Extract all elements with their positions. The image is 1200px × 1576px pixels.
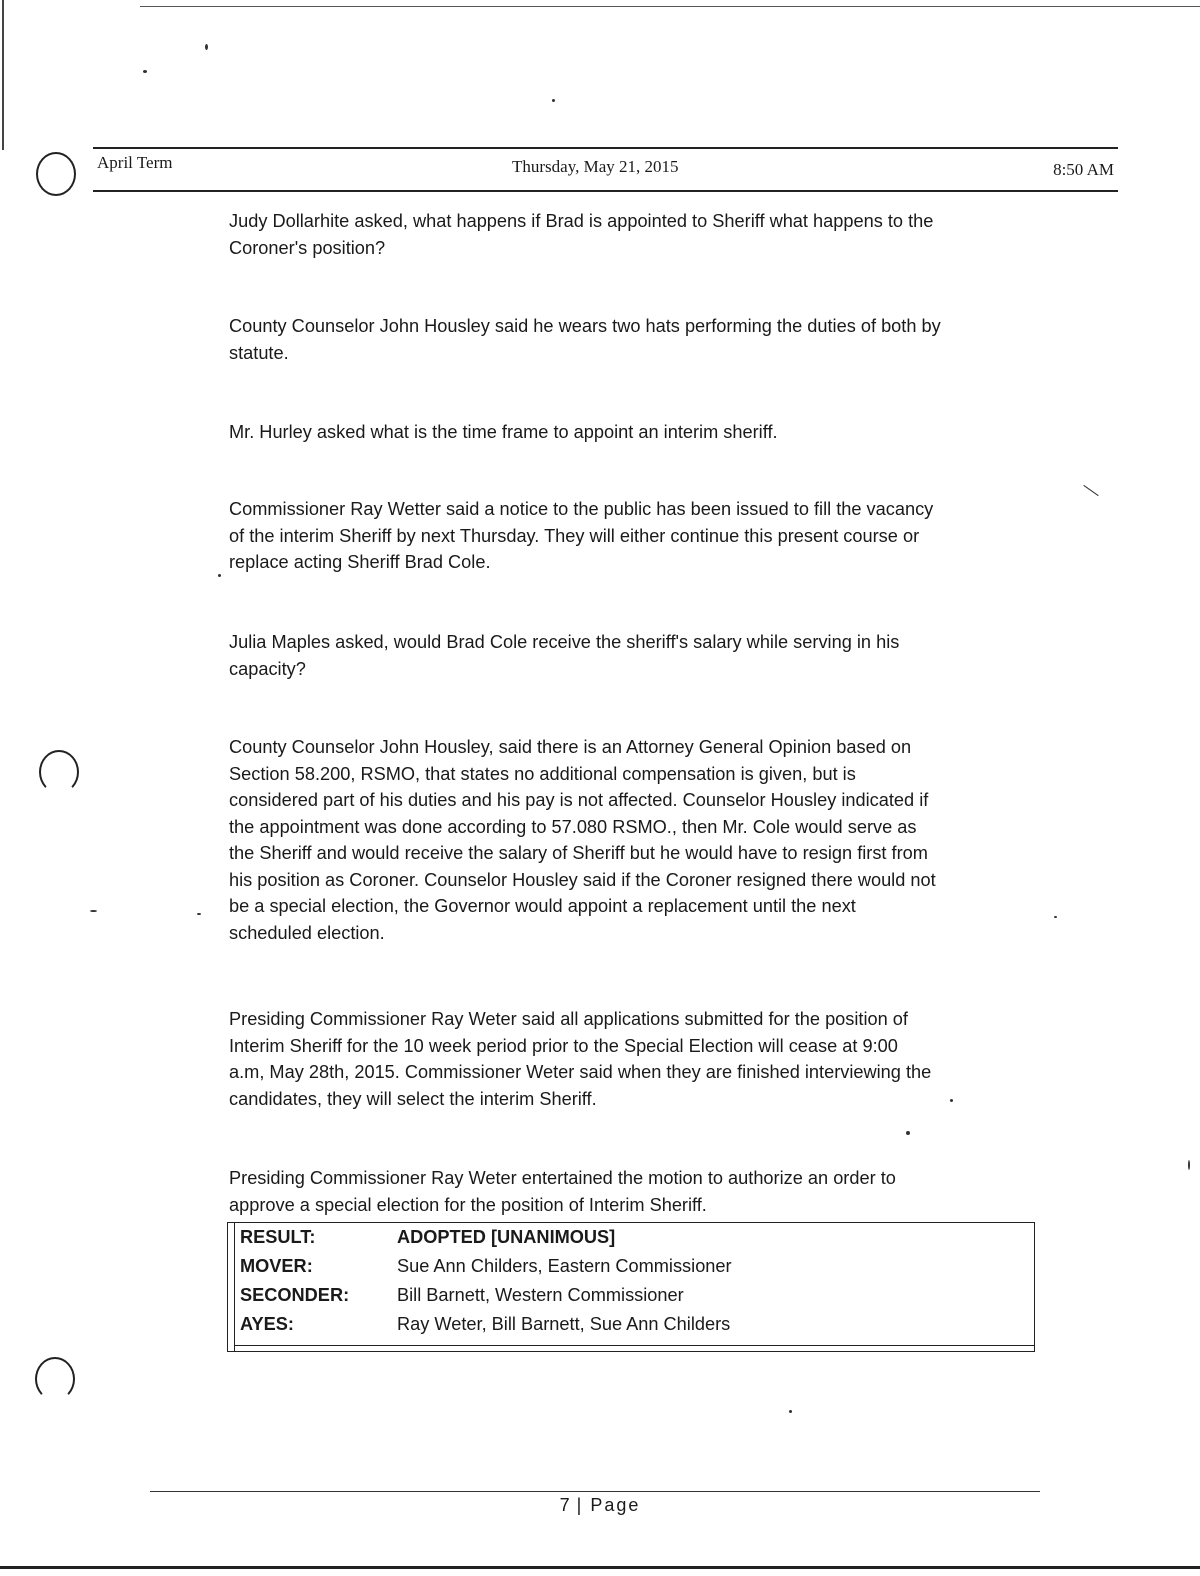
vote-row-result bbox=[240, 1227, 1024, 1255]
text-line: Section 58.200, RSMO, that states no additional compensation is given, but is bbox=[229, 763, 856, 784]
text-line: Mr. Hurley asked what is the time frame to appoint an interim sheriff. bbox=[229, 422, 778, 442]
punch-hole bbox=[35, 1357, 75, 1401]
punch-hole bbox=[36, 152, 76, 196]
table-inner-border bbox=[234, 1223, 235, 1351]
paragraph-wetter-notice bbox=[229, 496, 1059, 576]
text-line: candidates, they will select the interim Sheriff. bbox=[229, 1088, 597, 1109]
paragraph-hurley-question bbox=[229, 419, 1059, 446]
header-rule-top bbox=[93, 147, 1118, 149]
vote-label-seconder: SECONDER: bbox=[240, 1285, 350, 1305]
page-number-footer bbox=[0, 1495, 1200, 1516]
text-line: Presiding Commissioner Ray Weter said all applications submitted for the position of bbox=[229, 1009, 908, 1029]
header-term: April Term bbox=[97, 153, 173, 172]
text-line: scheduled election. bbox=[229, 922, 385, 943]
scan-speck bbox=[1188, 1160, 1190, 1170]
scan-speck bbox=[552, 99, 555, 102]
vote-value-seconder: Bill Barnett, Western Commissioner bbox=[397, 1285, 684, 1305]
text-line: of the interim Sheriff by next Thursday. They will either continue this present course or bbox=[229, 525, 920, 546]
vote-row-ayes bbox=[240, 1314, 1024, 1342]
punch-hole bbox=[39, 750, 79, 794]
vote-value-mover: Sue Ann Childers, Eastern Commissioner bbox=[397, 1256, 732, 1276]
text-line: Interim Sheriff for the 10 week period prior to the Special Election will cease at 9:00 bbox=[229, 1035, 898, 1056]
scan-speck bbox=[205, 44, 208, 50]
text-line: Judy Dollarhite asked, what happens if Brad is appointed to Sheriff what happens to the bbox=[229, 211, 934, 231]
scan-speck bbox=[90, 910, 97, 912]
page-separator: | bbox=[576, 1495, 584, 1515]
scan-speck bbox=[789, 1410, 792, 1413]
page-word: Page bbox=[590, 1495, 641, 1515]
text-line: County Counselor John Housley said he wears two hats performing the duties of both by bbox=[229, 316, 941, 336]
scan-mark bbox=[1083, 485, 1098, 496]
text-line: Julia Maples asked, would Brad Cole receive the sheriff's salary while serving in his bbox=[229, 632, 900, 652]
text-line: be a special election, the Governor would appoint a replacement until the next bbox=[229, 896, 856, 916]
vote-label-mover: MOVER: bbox=[240, 1256, 313, 1276]
paragraph-dollarhite-question bbox=[229, 208, 1059, 261]
text-line: capacity? bbox=[229, 658, 306, 679]
text-line: replace acting Sheriff Brad Cole. bbox=[229, 552, 491, 572]
scan-bottom-edge bbox=[0, 1566, 1200, 1569]
footer-rule bbox=[150, 1491, 1040, 1492]
scan-speck bbox=[143, 70, 147, 73]
text-line: Coroner's position? bbox=[229, 237, 386, 258]
vote-label-result: RESULT: bbox=[240, 1227, 316, 1247]
scan-left-edge bbox=[2, 0, 4, 150]
text-line: the Sheriff and would receive the salary of Sheriff but he would have to resign first from bbox=[229, 843, 928, 863]
text-line: Commissioner Ray Wetter said a notice to the public has been issued to fill the vacancy bbox=[229, 499, 934, 519]
text-line: approve a special election for the position of Interim Sheriff. bbox=[229, 1194, 707, 1215]
vote-label-ayes: AYES: bbox=[240, 1314, 294, 1334]
vote-row-seconder bbox=[240, 1285, 1024, 1313]
text-line: statute. bbox=[229, 342, 289, 363]
paragraph-housley-opinion bbox=[229, 734, 1059, 946]
paragraph-weter-applications bbox=[229, 1006, 1059, 1112]
text-line: his position as Coroner. Counselor Housley said if the Coroner resigned there would not bbox=[229, 869, 936, 890]
scan-speck bbox=[197, 913, 201, 915]
vote-row-mover bbox=[240, 1256, 1024, 1284]
text-line: a.m, May 28th, 2015. Commissioner Weter said when they are finished interviewing the bbox=[229, 1062, 932, 1082]
header-rule-bottom bbox=[93, 190, 1118, 192]
text-line: County Counselor John Housley, said there is an Attorney General Opinion based on bbox=[229, 737, 912, 757]
text-line: the appointment was done according to 57.080 RSMO., then Mr. Cole would serve as bbox=[229, 816, 917, 837]
scan-speck bbox=[906, 1131, 910, 1135]
paragraph-maples-question bbox=[229, 629, 1059, 682]
text-line: considered part of his duties and his pay is not affected. Counselor Housley indicated if bbox=[229, 790, 929, 810]
paragraph-housley-two-hats bbox=[229, 313, 1059, 366]
scan-top-edge bbox=[140, 6, 1200, 7]
header-time: 8:50 AM bbox=[1053, 160, 1114, 179]
vote-value-result: ADOPTED [UNANIMOUS] bbox=[397, 1227, 616, 1247]
table-inner-border bbox=[234, 1345, 1034, 1346]
vote-result-table bbox=[227, 1222, 1035, 1352]
text-line: Presiding Commissioner Ray Weter entertained the motion to authorize an order to bbox=[229, 1168, 896, 1188]
vote-value-ayes: Ray Weter, Bill Barnett, Sue Ann Childers bbox=[397, 1314, 731, 1334]
header-date: Thursday, May 21, 2015 bbox=[512, 157, 679, 176]
paragraph-weter-motion bbox=[229, 1165, 1059, 1218]
page-number: 7 bbox=[559, 1495, 570, 1515]
scan-speck bbox=[218, 574, 221, 577]
